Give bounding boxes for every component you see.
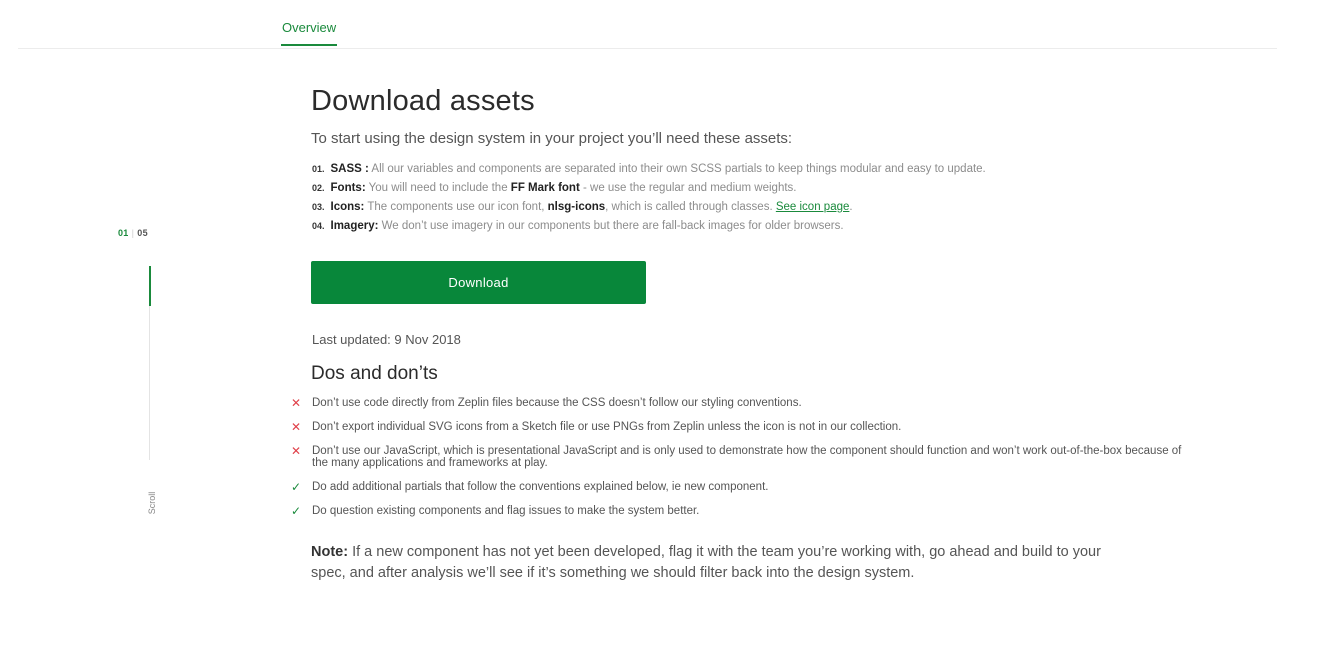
cross-icon: ✕ <box>291 396 302 410</box>
tab-overview[interactable]: Overview <box>281 18 337 46</box>
asset-description-end: - we use the regular and medium weights. <box>579 182 797 194</box>
asset-description: All our variables and components are separated into their own SCSS partials to keep things modular and easy to update. <box>368 163 986 175</box>
scroll-thumb[interactable] <box>149 266 151 306</box>
asset-description: The components use our icon font, <box>364 201 548 213</box>
check-icon: ✓ <box>291 504 302 518</box>
rule-text: Don’t export individual SVG icons from a Sketch file or use PNGs from Zeplin unless the icon is not in our collection. <box>312 421 902 433</box>
current-section: 01 <box>118 228 129 238</box>
note-label: Note: <box>311 544 349 560</box>
top-nav-bar <box>18 0 1277 49</box>
cross-icon: ✕ <box>291 420 302 434</box>
asset-number: 04. <box>312 221 325 231</box>
asset-label: Imagery: <box>330 220 379 232</box>
asset-item-sass <box>312 160 986 179</box>
link-period: . <box>849 201 853 213</box>
assets-list <box>312 160 986 236</box>
rule-item-dont <box>291 445 1191 469</box>
asset-item-imagery <box>312 217 986 236</box>
rule-text: Do question existing components and flag issues to make the system better. <box>312 505 700 517</box>
dos-donts-heading: Dos and don’ts <box>311 363 438 384</box>
asset-description: We don’t use imagery in our components but there are fall-back images for older browsers. <box>378 220 844 232</box>
rule-text: Don’t use our JavaScript, which is presentational JavaScript and is only used to demonstrate how the component should function and won’t work out-of-the-box because of the many applications and frameworks at play. <box>312 445 1182 469</box>
intro-text: To start using the design system in your project you’ll need these assets: <box>311 130 793 147</box>
section-counter <box>118 228 148 238</box>
last-updated: Last updated: 9 Nov 2018 <box>312 332 461 347</box>
font-name: FF Mark font <box>510 182 580 194</box>
asset-item-icons <box>312 198 986 217</box>
asset-description-mid: , which is called through classes. <box>605 201 776 213</box>
note-text: If a new component has not yet been developed, flag it with the team you’re working with, go ahead and build to your spec, and after analysis we’ll see if it’s something we should filter back into the design system. <box>311 544 1101 581</box>
asset-label: Icons: <box>330 201 365 213</box>
rule-text: Don’t use code directly from Zeplin files because the CSS doesn’t follow our styling conventions. <box>312 397 802 409</box>
download-button[interactable]: Download <box>311 261 646 304</box>
cross-icon: ✕ <box>291 444 302 458</box>
counter-separator: | <box>131 228 135 238</box>
page-title: Download assets <box>311 85 535 117</box>
note-paragraph <box>311 542 1101 584</box>
asset-label: SASS : <box>330 163 369 175</box>
scroll-label: Scroll <box>147 491 157 515</box>
asset-item-fonts <box>312 179 986 198</box>
rule-text: Do add additional partials that follow the conventions explained below, ie new component. <box>312 481 769 493</box>
asset-number: 02. <box>312 183 325 193</box>
icon-page-link[interactable]: See icon page <box>775 201 850 213</box>
total-sections: 05 <box>137 228 148 238</box>
asset-description: You will need to include the <box>365 182 511 194</box>
rule-item-do <box>291 481 1191 493</box>
asset-number: 03. <box>312 202 325 212</box>
dos-donts-list <box>291 397 1191 529</box>
asset-label: Fonts: <box>330 182 366 194</box>
rule-item-dont <box>291 421 1191 433</box>
check-icon: ✓ <box>291 480 302 494</box>
icon-font-name: nlsg-icons <box>547 201 606 213</box>
rule-item-dont <box>291 397 1191 409</box>
rule-item-do <box>291 505 1191 517</box>
asset-number: 01. <box>312 164 325 174</box>
